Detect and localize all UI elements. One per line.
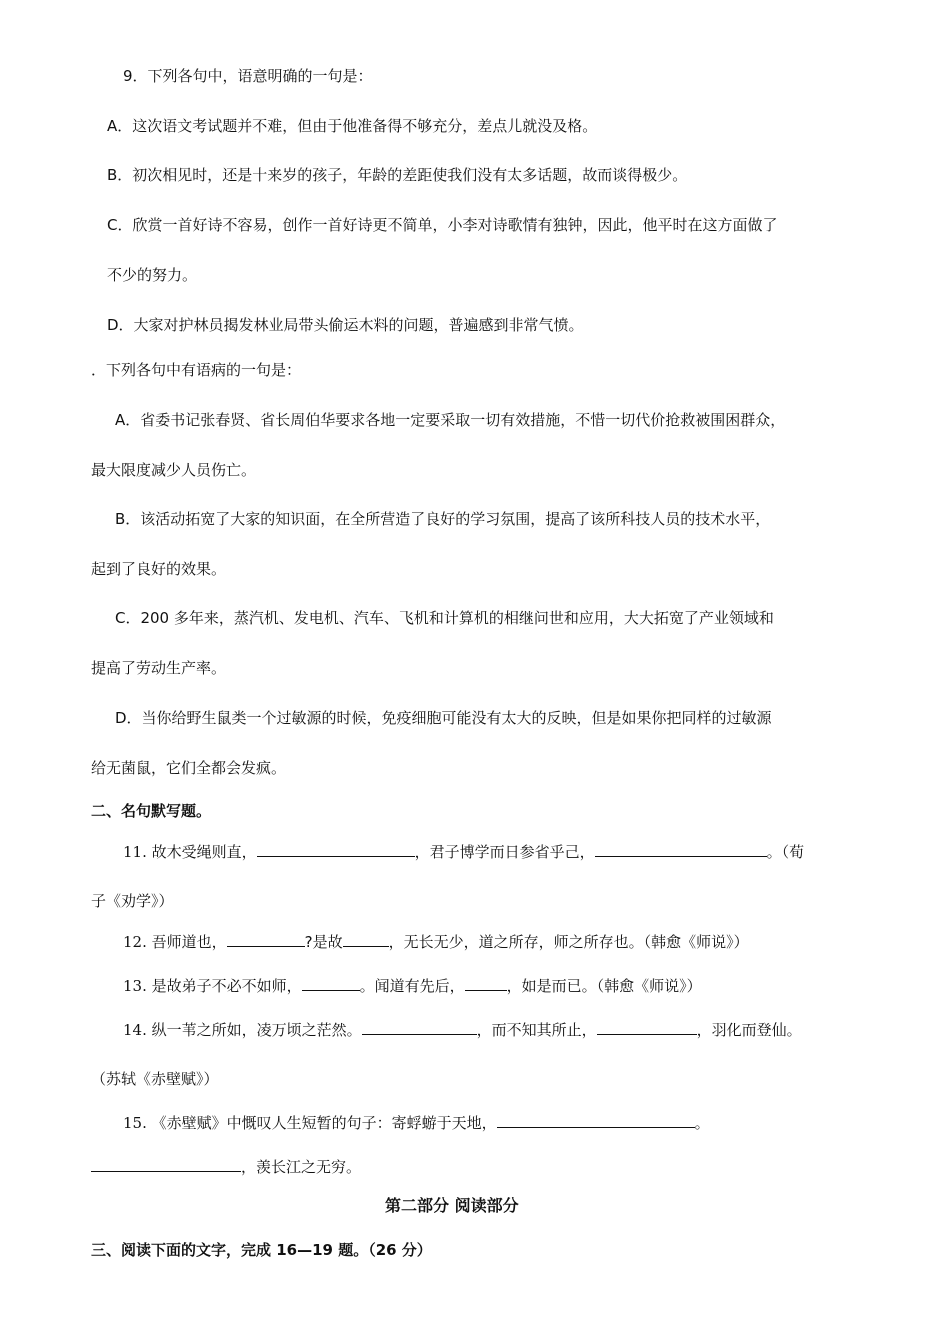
q11-blank-2[interactable] [595, 841, 767, 857]
q10-option-b-line2: 起到了良好的效果。 [91, 560, 227, 578]
q10-option-a-line1: A．省委书记张春贤、省长周伯华要求各地一定要采取一切有效措施，不惜一切代价抢救被围困群众， [115, 411, 786, 429]
q9-option-a: A．这次语文考试题并不难，但由于他准备得不够充分，差点儿就没及格。 [107, 117, 598, 135]
q9-stem: 9．下列各句中，语意明确的一句是： [123, 67, 373, 85]
q12-blank-2[interactable] [343, 931, 389, 947]
q10-option-b-line1: B．该活动拓宽了大家的知识面，在全所营造了良好的学习氛围，提高了该所科技人员的技术水平， [115, 510, 771, 528]
q12-text-3: ，无长无少，道之所存，师之所存也。（韩愈《师说》） [388, 933, 749, 951]
q11-source: 子《劝学》） [91, 892, 174, 910]
q10-option-c-line2: 提高了劳动生产率。 [91, 659, 227, 677]
q10-option-c-line1: C．200 多年来，蒸汽机、发电机、汽车、飞机和计算机的相继问世和应用，大大拓宽了产业领域和 [115, 609, 774, 627]
q11-text-1: 11. 故木受绳则直， [123, 843, 257, 861]
q10-option-d-line2: 给无菌鼠，它们全都会发疯。 [91, 759, 287, 777]
section3-title: 三、阅读下面的文字，完成 16—19 题。（26 分） [91, 1241, 432, 1259]
q13-line [123, 975, 702, 996]
q12-text-1: 12. 吾师道也， [123, 933, 227, 951]
q13-text-2: 。闻道有先后， [359, 977, 465, 995]
q14-line1 [123, 1019, 802, 1040]
q14-text-1: 14. 纵一苇之所如，凌万顷之茫然。 [123, 1021, 362, 1039]
q13-text-3: ，如是而已。（韩愈《师说》） [506, 977, 702, 995]
q15-line2 [91, 1156, 361, 1177]
q11-text-3: 。（荀 [766, 843, 805, 861]
q15-text-2: 。 [694, 1114, 710, 1132]
q15-blank-1[interactable] [497, 1112, 695, 1128]
q14-blank-2[interactable] [597, 1019, 697, 1035]
q15-line1 [123, 1112, 710, 1133]
q11-blank-1[interactable] [257, 841, 415, 857]
q15-text-1: 15. 《赤壁赋》中慨叹人生短暂的句子：寄蜉蝣于天地， [123, 1114, 497, 1132]
q14-source: （苏轼《赤壁赋》） [91, 1070, 219, 1088]
q12-line [123, 931, 749, 952]
q11-text-2: ，君子博学而日参省乎己， [414, 843, 595, 861]
q9-option-c-line2: 不少的努力。 [107, 266, 198, 284]
section2-title: 二、名句默写题。 [91, 802, 212, 820]
q12-text-2: ?是故 [304, 933, 343, 951]
q15-text-3: ，羡长江之无穷。 [241, 1158, 362, 1176]
q14-text-2: ，而不知其所止， [476, 1021, 597, 1039]
q14-blank-1[interactable] [362, 1019, 477, 1035]
part2-title: 第二部分 阅读部分 [385, 1196, 519, 1215]
q9-option-b: B．初次相见时，还是十来岁的孩子，年龄的差距使我们没有太多话题，故而谈得极少。 [107, 166, 688, 184]
q10-option-d-line1: D．当你给野生鼠类一个过敏源的时候，免疫细胞可能没有太大的反映，但是如果你把同样的过敏源 [115, 709, 772, 727]
q10-option-a-line2: 最大限度减少人员伤亡。 [91, 461, 257, 479]
q13-blank-2[interactable] [465, 975, 507, 991]
q14-text-3: ，羽化而登仙。 [696, 1021, 802, 1039]
q10-stem: ．下列各句中有语病的一句是： [91, 361, 302, 379]
q12-blank-1[interactable] [227, 931, 305, 947]
q9-option-c-line1: C．欣赏一首好诗不容易，创作一首好诗更不简单，小李对诗歌情有独钟，因此，他平时在这方面做了 [107, 216, 778, 234]
q13-blank-1[interactable] [302, 975, 360, 991]
q9-option-d: D．大家对护林员揭发林业局带头偷运木料的问题，普遍感到非常气愤。 [107, 316, 584, 334]
q11-line1 [123, 841, 804, 862]
q13-text-1: 13. 是故弟子不必不如师， [123, 977, 302, 995]
q15-blank-2[interactable] [91, 1156, 241, 1172]
